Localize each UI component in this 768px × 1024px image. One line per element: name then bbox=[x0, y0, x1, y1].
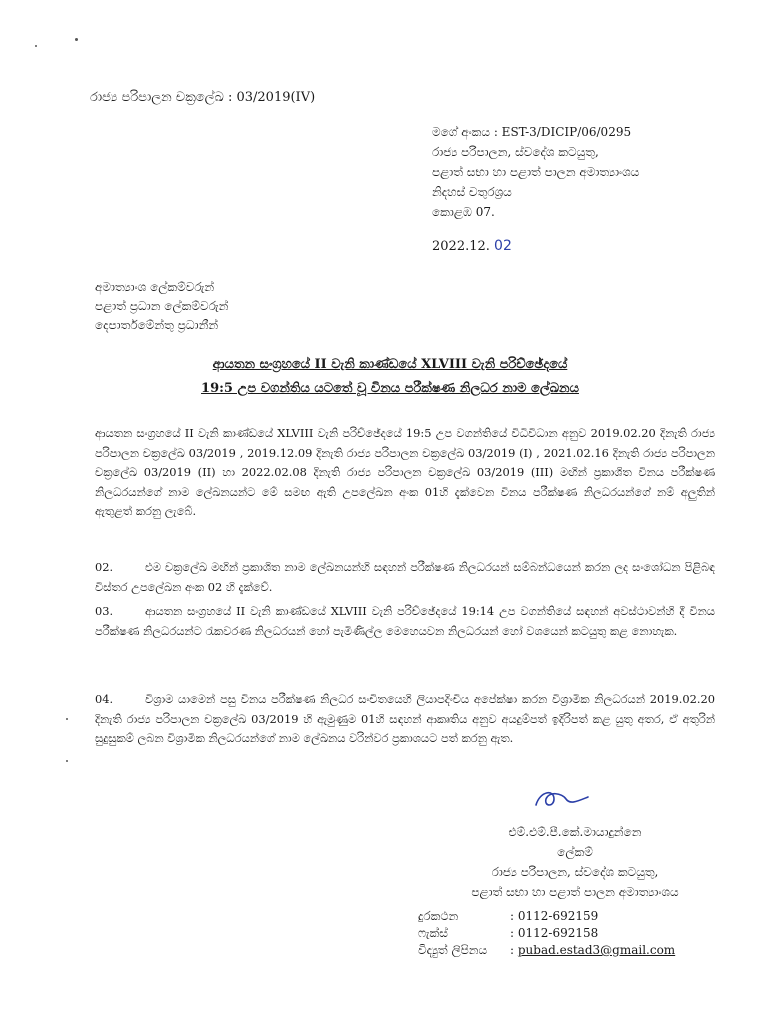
contact-label: ෆැක්ස් bbox=[418, 926, 448, 940]
email-prefix: : bbox=[510, 943, 518, 957]
sender-address-block bbox=[432, 122, 639, 222]
subject-line: 19:5 උප වගන්තිය යටතේ වූ විනය පරීක්ෂණ නිලධර නාම ලේඛනය bbox=[201, 381, 579, 396]
signatory-ministry-line: පළාත් සභා හා පළාත් පාලන අමාත්‍යාංශය bbox=[471, 885, 679, 899]
contact-label: දුරකථන bbox=[418, 909, 459, 923]
date-handwritten-day: 02 bbox=[494, 238, 512, 254]
handwritten-signature-icon bbox=[532, 785, 592, 815]
sender-line: රාජ්‍ය පරිපාලන, ස්වදේශ කටයුතු, bbox=[432, 145, 599, 159]
contact-value bbox=[510, 942, 675, 959]
subject-heading bbox=[130, 353, 650, 401]
scan-speck bbox=[75, 38, 78, 41]
signatory-ministry-line: රාජ්‍ය පරිපාලන, ස්වදේශ කටයුතු, bbox=[491, 865, 659, 879]
signatory-name: එම්.එම්.පී.කේ.මායාදුන්නෙ bbox=[508, 825, 642, 839]
sender-line: නිදහස් චතුරශ්‍රය bbox=[432, 185, 512, 199]
contact-row-phone bbox=[418, 908, 675, 925]
sender-line: කොළඹ 07. bbox=[432, 205, 495, 219]
subject-line: ආයතන සංග්‍රහයේ II වැනි කාණ්ඩයේ XLVIII වැනි පරිච්ඡේදයේ bbox=[212, 357, 568, 372]
paragraph-number: 04. bbox=[95, 692, 114, 706]
paragraph-2 bbox=[95, 558, 715, 597]
paragraph-number: 03. bbox=[95, 604, 114, 618]
contact-row-fax bbox=[418, 925, 675, 942]
scan-speck bbox=[66, 760, 68, 762]
contact-row-email bbox=[418, 942, 675, 959]
scan-speck bbox=[66, 718, 68, 720]
contact-table bbox=[418, 908, 675, 959]
recipients-block bbox=[95, 278, 228, 335]
contact-details bbox=[418, 908, 675, 959]
paragraph-text: විශ්‍රාම යාමෙන් පසු විනය පරීක්ෂණ නිලධර සංචිතයෙහි ලියාපදිංචිය අපේක්ෂා කරන විශ්‍රාමික නිලධරයන් 2019.02.20 දිනැති රාජ්‍ය පරිපාලන චක්‍රලේඛ 03/2019 හි ඇමුණුම 01හි සඳහන් ආකෘතිය අනුව අයදුම්පත් ඉදිරිපත් කළ යුතු අතර, ඒ අතුරින් සුදුසුකම් ලබන විශ්‍රාමික නිලධරයන්ගේ නාම ලේඛනය වරින්වර ප්‍රකාශයට පත් කරනු ඇත. bbox=[95, 692, 715, 745]
recipient-line: පළාත් ප්‍රධාන ලේකම්වරුන් bbox=[95, 299, 229, 313]
sender-line: පළාත් සභා හා පළාත් පාලන අමාත්‍යාංශය bbox=[432, 165, 640, 179]
paragraph-4 bbox=[95, 690, 715, 749]
signatory-title: ලේකම් bbox=[557, 845, 593, 859]
paragraph-text: ආයතන සංග්‍රහයේ II වැනි කාණ්ඩයේ XLVIII වැනි පරිච්ඡේදයේ 19:14 උප වගන්තියේ සඳහන් අවස්ථාවන්හි දී විනය පරීක්ෂණ නිලධරයන්ට රැකවරණ නිලධරයන් හෝ පැමිණිල්ල මෙහෙයවන නිලධරයන් හෝ වශයෙන් කටයුතු කළ නොහැක. bbox=[95, 604, 715, 638]
scan-speck bbox=[35, 45, 37, 47]
paragraph-text: ආයතන සංග්‍රහයේ II වැනි කාණ්ඩයේ XLVIII වැනි පරිච්ඡේදයේ 19:5 උප වගන්තියේ විධිවිධාන අනුව 2019.02.20 දිනැති රාජ්‍ය පරිපාලන චක්‍රලේඛ 03/2019 , 2019.12.09 දිනැති රාජ්‍ය පරිපාලන චක්‍රලේඛ 03/2019 (I) , 2021.02.16 දිනැති රාජ්‍ය පරිපාලන චක්‍රලේඛ 03/2019 (II) හා 2022.02.08 දිනැති රාජ්‍ය පරිපාලන චක්‍රලේඛ 03/2019 (III) මඟින් ප්‍රකාශිත විනය පරීක්ෂණ නිලධරයන්ගේ නාම ලේඛනයන්ට මේ සමඟ ඇති උපලේඛන අංක 01හි දැක්වෙන විනය පරීක්ෂණ නිලධරයන්ගේ නම් අලුතින් ඇතුළත් කරනු ලැබේ. bbox=[95, 426, 715, 518]
paragraph-text: එම චක්‍රලේඛ මඟින් ප්‍රකාශිත නාම ලේඛනයන්හි සඳහන් පරීක්ෂණ නිලධරයන් සම්බන්ධයෙන් කරන ලද සංශෝධන පිළිබඳ විස්තර උපලේඛන අංක 02 හි දැක්වේ. bbox=[95, 560, 715, 594]
recipient-line: අමාත්‍යාංශ ලේකම්වරුන් bbox=[95, 280, 215, 294]
paragraph-1 bbox=[95, 424, 715, 522]
paragraph-number: 02. bbox=[95, 560, 114, 574]
contact-value: : 0112-692158 bbox=[510, 926, 599, 940]
email-link[interactable]: pubad.estad3@gmail.com bbox=[517, 943, 676, 957]
contact-label: විද්‍යුත් ලිපිනය bbox=[418, 943, 488, 957]
date-printed: 2022.12. bbox=[432, 239, 495, 254]
signatory-block bbox=[430, 822, 720, 902]
sender-line: මගේ අංකය : EST-3/DICIP/06/0295 bbox=[432, 125, 632, 139]
paragraph-3 bbox=[95, 602, 715, 641]
contact-value: : 0112-692159 bbox=[510, 909, 599, 923]
circular-reference: රාජ්‍ය පරිපාලන චක්‍රලේඛ : 03/2019(IV) bbox=[90, 90, 316, 105]
recipient-line: දෙපාර්තමේන්තු ප්‍රධානීන් bbox=[95, 318, 219, 332]
letter-date bbox=[432, 238, 512, 254]
